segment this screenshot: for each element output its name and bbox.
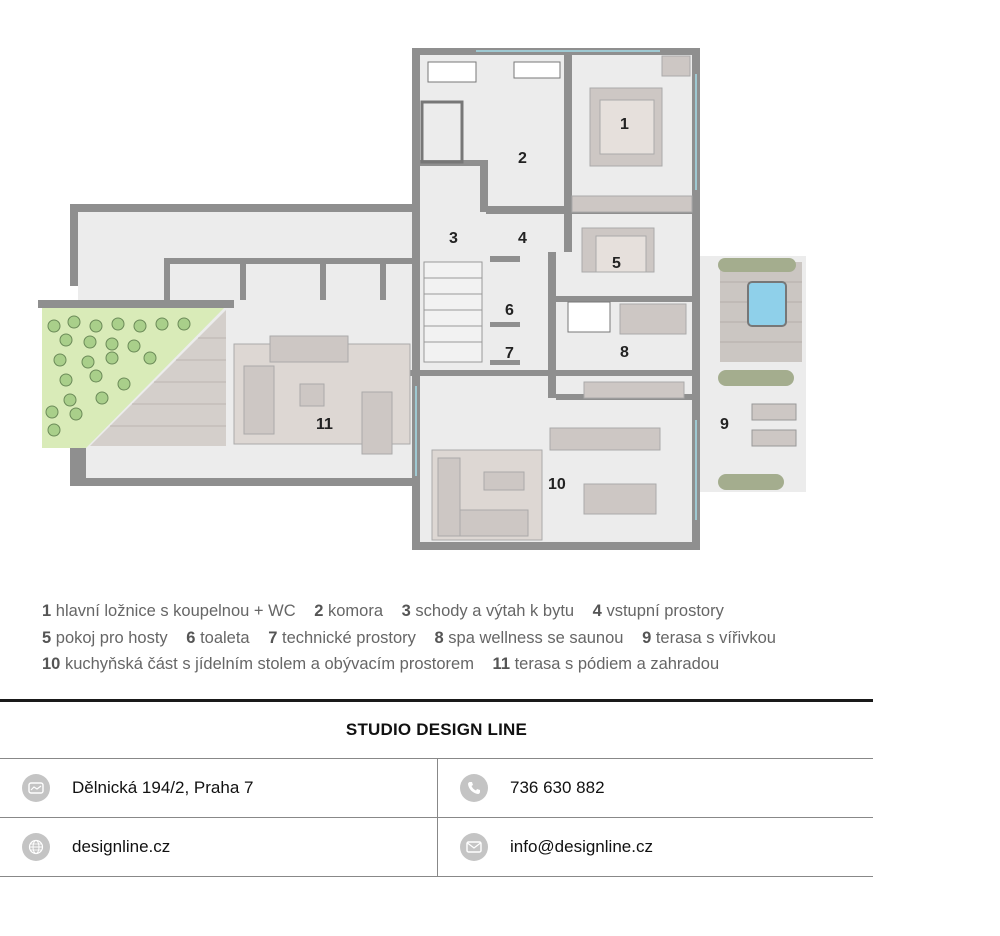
legend-text: schody a výtah k bytu (415, 602, 575, 620)
legend-item (642, 629, 776, 647)
legend-text: kuchyňská část s jídelním stolem a obývacím prostorem (64, 655, 474, 673)
contact-row (0, 818, 873, 877)
legend-line (42, 598, 942, 625)
legend-num: 4 (592, 602, 602, 620)
phone-link[interactable]: 736 630 882 (510, 778, 605, 797)
room-label-4: 4 (518, 230, 527, 247)
legend-item (314, 602, 383, 620)
room-legend (42, 598, 942, 678)
legend-num: 3 (401, 602, 411, 620)
legend-text: hlavní ložnice s koupelnou + WC (55, 602, 296, 620)
studio-name: STUDIO DESIGN LINE (0, 702, 873, 759)
legend-item (593, 602, 724, 620)
phone-icon (460, 774, 488, 802)
email-link[interactable]: info@designline.cz (510, 837, 653, 856)
legend-num: 6 (186, 628, 196, 647)
legend-item (493, 655, 720, 673)
email-cell[interactable] (437, 818, 873, 876)
contact-footer (0, 699, 873, 877)
room-label-1: 1 (620, 116, 629, 133)
legend-num: 1 (42, 602, 52, 620)
legend-item (402, 602, 574, 620)
legend-text: technické prostory (281, 628, 416, 647)
room-label-3: 3 (449, 230, 458, 247)
legend-text: terasa s vířivkou (655, 628, 776, 647)
legend-num: 7 (268, 628, 278, 647)
legend-item (42, 602, 296, 620)
legend-item (42, 629, 168, 647)
legend-item (434, 629, 623, 647)
globe-icon (22, 833, 50, 861)
legend-item (42, 655, 474, 673)
legend-num: 9 (642, 628, 652, 647)
address-cell (0, 759, 437, 817)
room-label-11: 11 (316, 416, 333, 433)
stairs (424, 262, 482, 362)
web-cell[interactable] (0, 818, 437, 876)
legend-num: 10 (42, 655, 61, 673)
room-label-2: 2 (518, 150, 527, 167)
room-label-6: 6 (505, 302, 514, 319)
legend-text: vstupní prostory (606, 602, 724, 620)
legend-text: komora (328, 602, 384, 620)
contact-row (0, 759, 873, 818)
phone-cell[interactable] (437, 759, 873, 817)
room-label-10: 10 (548, 476, 566, 493)
web-link[interactable]: designline.cz (72, 837, 171, 856)
legend-line (42, 625, 942, 652)
room-label-9: 9 (720, 416, 729, 433)
legend-num: 5 (42, 628, 52, 647)
legend-item (268, 629, 416, 647)
legend-num: 2 (314, 602, 324, 620)
legend-item (186, 629, 249, 647)
legend-text: spa wellness se saunou (448, 628, 624, 647)
mail-icon (460, 833, 488, 861)
room-label-7: 7 (505, 345, 514, 362)
legend-text: pokoj pro hosty (55, 628, 168, 647)
address-text: Dělnická 194/2, Praha 7 (72, 778, 254, 797)
legend-line (42, 651, 942, 678)
legend-text: terasa s pódiem a zahradou (514, 655, 720, 673)
legend-num: 11 (492, 655, 510, 673)
room-label-5: 5 (612, 255, 621, 272)
legend-num: 8 (434, 628, 444, 647)
hot-tub (748, 282, 786, 326)
legend-text: toaleta (200, 628, 250, 647)
map-icon (22, 774, 50, 802)
room-label-8: 8 (620, 344, 629, 361)
